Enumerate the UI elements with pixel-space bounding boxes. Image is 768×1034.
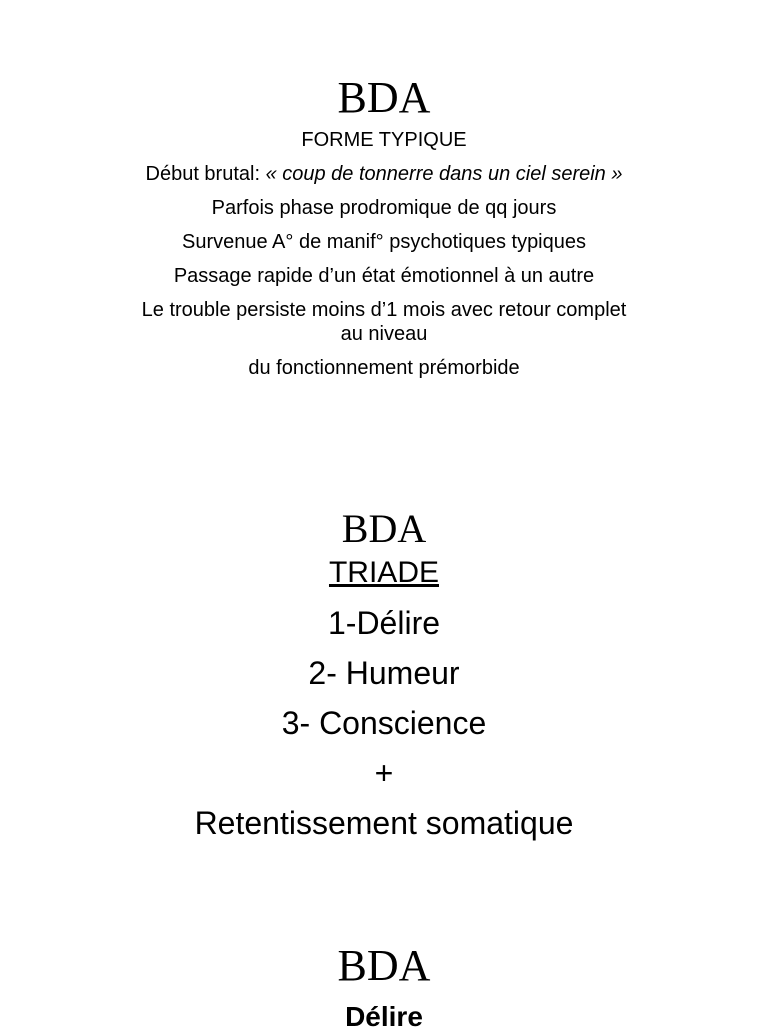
slide-title: BDA bbox=[341, 506, 427, 551]
slide-title: BDA bbox=[337, 73, 431, 122]
triad-item: 1-Délire bbox=[327, 605, 441, 641]
slide-forme-typique bbox=[0, 73, 768, 380]
body-line: Passage rapide d’un état émotionnel à un autre bbox=[173, 265, 595, 287]
body-line: Survenue A° de manif° psychotiques typiques bbox=[181, 231, 586, 253]
body-line: Le trouble persiste moins d’1 mois avec retour complet au niveau bbox=[141, 299, 627, 345]
plus-sign: + bbox=[374, 755, 394, 791]
slide-delire bbox=[0, 941, 768, 1034]
debut-brutal-label: Début brutal: bbox=[145, 163, 266, 185]
retentissement-item: Retentissement somatique bbox=[194, 805, 574, 841]
body-line: du fonctionnement prémorbide bbox=[248, 357, 520, 379]
triade-heading: TRIADE bbox=[328, 556, 439, 589]
delire-heading: Délire bbox=[345, 1001, 423, 1032]
debut-brutal-line bbox=[0, 162, 768, 186]
triad-item: 3- Conscience bbox=[281, 705, 487, 741]
debut-brutal-quote: « coup de tonnerre dans un ciel serein » bbox=[265, 163, 623, 185]
body-line: Parfois phase prodromique de qq jours bbox=[211, 197, 557, 219]
triad-item: 2- Humeur bbox=[308, 655, 460, 691]
slide-title: BDA bbox=[337, 941, 431, 990]
slide-subtitle: FORME TYPIQUE bbox=[301, 129, 467, 151]
slide-triade bbox=[0, 506, 768, 841]
